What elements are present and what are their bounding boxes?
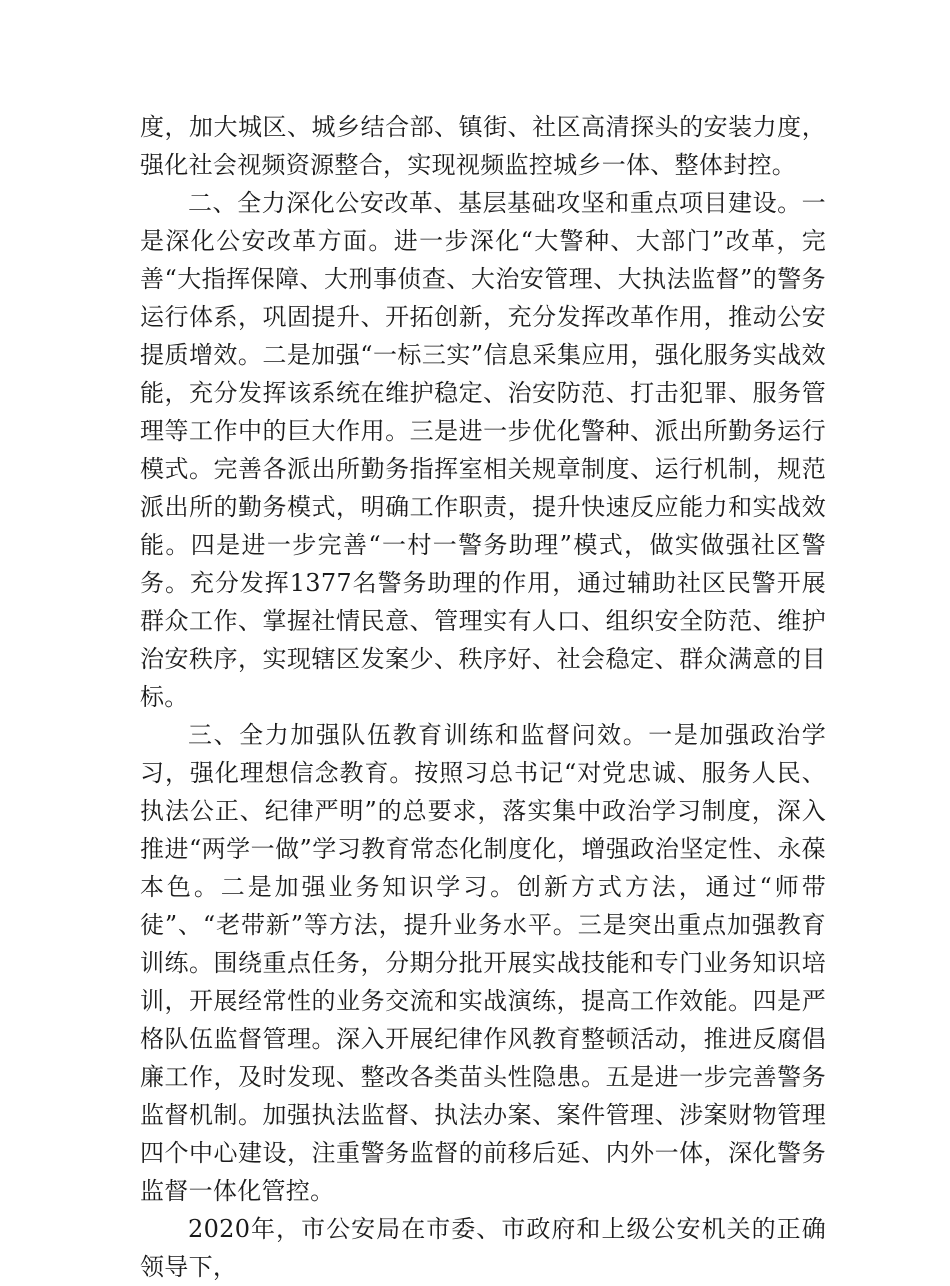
paragraph-section-two: 二、全力深化公安改革、基层基础攻坚和重点项目建设。一是深化公安改革方面。进一步深化“大警种、大部门”改革，完善“大指挥保障、大刑事侦查、大治安管理、大执法监督”的警务运行体系，巩固提升、开拓创新，充分发挥改革作用，推动公安提质增效。二是加强“一标三实”信息采集应用，强化服务实战效能，充分发挥该系统在维护稳定、治安防范、打击犯罪、服务管理等工作中的巨大作用。三是进一步优化警种、派出所勤务运行模式。完善各派出所勤务指挥室相关规章制度、运行机制，规范派出所的勤务模式，明确工作职责，提升快速反应能力和实战效能。四是进一步完善“一村一警务助理”模式，做实做强社区警务。充分发挥1377名警务助理的作用，通过辅助社区民警开展群众工作、掌握社情民意、管理实有人口、组织安全防范、维护治安秩序，实现辖区发案少、秩序好、社会稳定、群众满意的目标。 — [140, 189, 826, 711]
paragraph-2020-summary: 2020年，市公安局在市委、市政府和上级公安机关的正确领导下， — [140, 1215, 826, 1281]
paragraph-continuation: 度，加大城区、城乡结合部、镇街、社区高清探头的安装力度，强化社会视频资源整合，实现视频监控城乡一体、整体封控。 — [140, 113, 826, 179]
paragraph-section-three: 三、全力加强队伍教育训练和监督问效。一是加强政治学习，强化理想信念教育。按照习总书记“对党忠诚、服务人民、执法公正、纪律严明”的总要求，落实集中政治学习制度，深入推进“两学一做”学习教育常态化制度化，增强政治坚定性、永葆本色。二是加强业务知识学习。创新方式方法，通过“师带徒”、“老带新”等方法，提升业务水平。三是突出重点加强教育训练。围绕重点任务，分期分批开展实战技能和专门业务知识培训，开展经常性的业务交流和实战演练，提高工作效能。四是严格队伍监督管理。深入开展纪律作风教育整顿活动，推进反腐倡廉工作，及时发现、整改各类苗头性隐患。五是进一步完善警务监督机制。加强执法监督、执法办案、案件管理、涉案财物管理四个中心建设，注重警务监督的前移后延、内外一体，深化警务监督一体化管控。 — [140, 721, 826, 1205]
document-page — [140, 108, 826, 1286]
